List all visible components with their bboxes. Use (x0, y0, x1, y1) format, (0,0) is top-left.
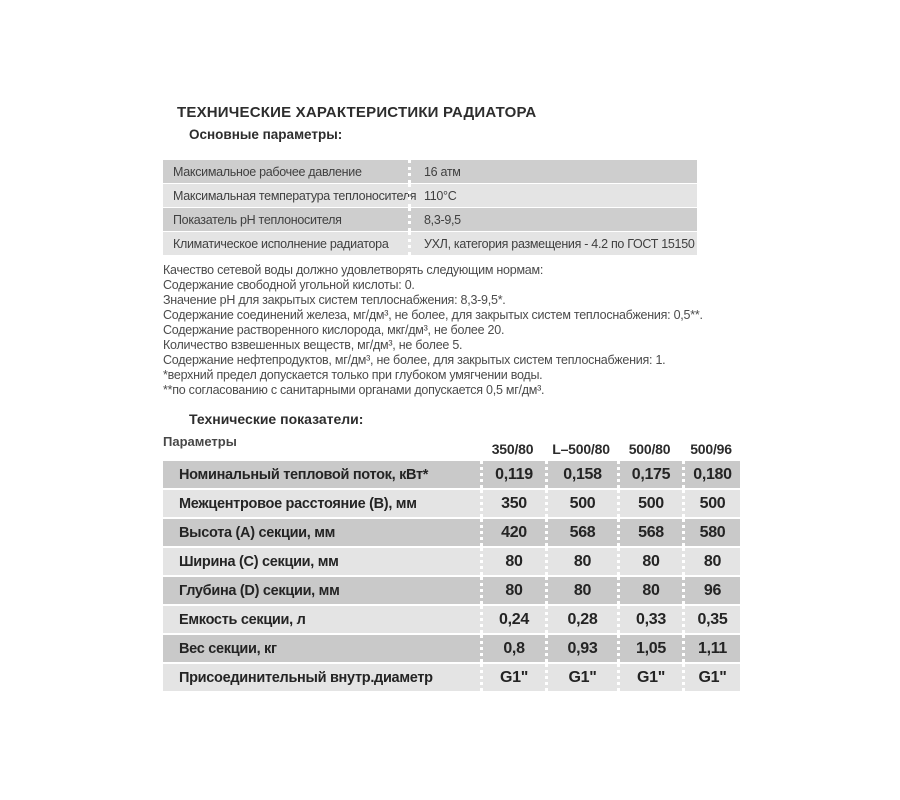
row-label: Максимальное рабочее давление (173, 164, 362, 179)
parameters-label: Параметры (163, 434, 237, 449)
row-label: Межцентровое расстояние (B), мм (179, 495, 417, 512)
row-label: Вес секции, кг (179, 640, 277, 657)
water-quality-notes (163, 263, 703, 398)
note-line: **по согласованию с санитарными органами допускается 0,5 мг/дм³. (163, 383, 545, 397)
cell-value: G1" (617, 664, 682, 691)
cell-value: 0,175 (617, 461, 682, 488)
cell-value: G1" (682, 664, 740, 691)
table-row (163, 208, 697, 231)
note-line: Количество взвешенных веществ, мг/дм³, не более 5. (163, 338, 463, 352)
cell-value: 80 (545, 577, 617, 604)
row-value: 8,3-9,5 (408, 208, 697, 231)
cell-value: 0,8 (480, 635, 545, 662)
row-label: Номинальный тепловой поток, кВт* (179, 466, 429, 483)
table-row (163, 664, 740, 691)
row-label: Присоединительный внутр.диаметр (179, 669, 433, 686)
cell-value: 96 (682, 577, 740, 604)
cell-value: G1" (545, 664, 617, 691)
row-label: Показатель pH теплоносителя (173, 212, 342, 227)
main-params-table (163, 160, 697, 255)
row-label: Емкость секции, л (179, 611, 306, 628)
table-row (163, 160, 697, 183)
table-row (163, 184, 697, 207)
cell-value: 0,24 (480, 606, 545, 633)
cell-value: 80 (682, 548, 740, 575)
cell-value: 80 (480, 577, 545, 604)
cell-value: 500 (682, 490, 740, 517)
cell-value: 1,05 (617, 635, 682, 662)
main-params-heading: Основные параметры: (189, 127, 343, 142)
table-row (163, 519, 740, 546)
cell-value: 0,119 (480, 461, 545, 488)
table-row (163, 577, 740, 604)
page-title: ТЕХНИЧЕСКИЕ ХАРАКТЕРИСТИКИ РАДИАТОРА (177, 104, 537, 121)
cell-value: 350 (480, 490, 545, 517)
row-label: Высота (A) секции, мм (179, 524, 336, 541)
row-value: УХЛ, категория размещения - 4.2 по ГОСТ 15150 (408, 232, 697, 255)
row-value: 16 атм (408, 160, 697, 183)
model-column-header: 500/80 (628, 441, 671, 457)
table-row (163, 635, 740, 662)
model-column-header: 500/96 (690, 441, 732, 457)
note-line: Содержание соединений железа, мг/дм³, не более, для закрытых систем теплоснабжения: 0,5**. (163, 308, 703, 322)
cell-value: 0,93 (545, 635, 617, 662)
tech-indicators-table (163, 461, 740, 691)
cell-value: 420 (480, 519, 545, 546)
table-row (163, 490, 740, 517)
cell-value: 568 (545, 519, 617, 546)
row-label: Глубина (D) секции, мм (179, 582, 340, 599)
cell-value: 1,11 (682, 635, 740, 662)
note-line: Содержание нефтепродуктов, мг/дм³, не более, для закрытых систем теплоснабжения: 1. (163, 353, 666, 367)
cell-value: 0,158 (545, 461, 617, 488)
row-label: Климатическое исполнение радиатора (173, 236, 389, 251)
note-line: Значение pH для закрытых систем теплоснабжения: 8,3-9,5*. (163, 293, 506, 307)
note-line: Содержание растворенного кислорода, мкг/дм³, не более 20. (163, 323, 505, 337)
table-row (163, 606, 740, 633)
model-column-header: 350/80 (491, 441, 534, 457)
cell-value: 80 (480, 548, 545, 575)
cell-value: 500 (545, 490, 617, 517)
row-label: Максимальная температура теплоносителя (173, 188, 417, 203)
table-row (163, 548, 740, 575)
cell-value: 80 (617, 548, 682, 575)
note-line: Качество сетевой воды должно удовлетворять следующим нормам: (163, 263, 544, 277)
table-row (163, 232, 697, 255)
cell-value: 0,33 (617, 606, 682, 633)
cell-value: 80 (617, 577, 682, 604)
row-value: 110°C (408, 184, 697, 207)
note-line: Содержание свободной угольной кислоты: 0. (163, 278, 415, 292)
model-column-header: L–500/80 (552, 441, 610, 457)
cell-value: 80 (545, 548, 617, 575)
cell-value: 0,35 (682, 606, 740, 633)
cell-value: 0,28 (545, 606, 617, 633)
cell-value: G1" (480, 664, 545, 691)
column-header-spacer (163, 440, 480, 458)
cell-value: 568 (617, 519, 682, 546)
model-column-headers (163, 440, 740, 458)
table-row (163, 461, 740, 488)
tech-indicators-heading: Технические показатели: (189, 411, 364, 427)
row-label: Ширина (C) секции, мм (179, 553, 339, 570)
cell-value: 580 (682, 519, 740, 546)
note-line: *верхний предел допускается только при глубоком умягчении воды. (163, 368, 543, 382)
cell-value: 0,180 (682, 461, 740, 488)
cell-value: 500 (617, 490, 682, 517)
